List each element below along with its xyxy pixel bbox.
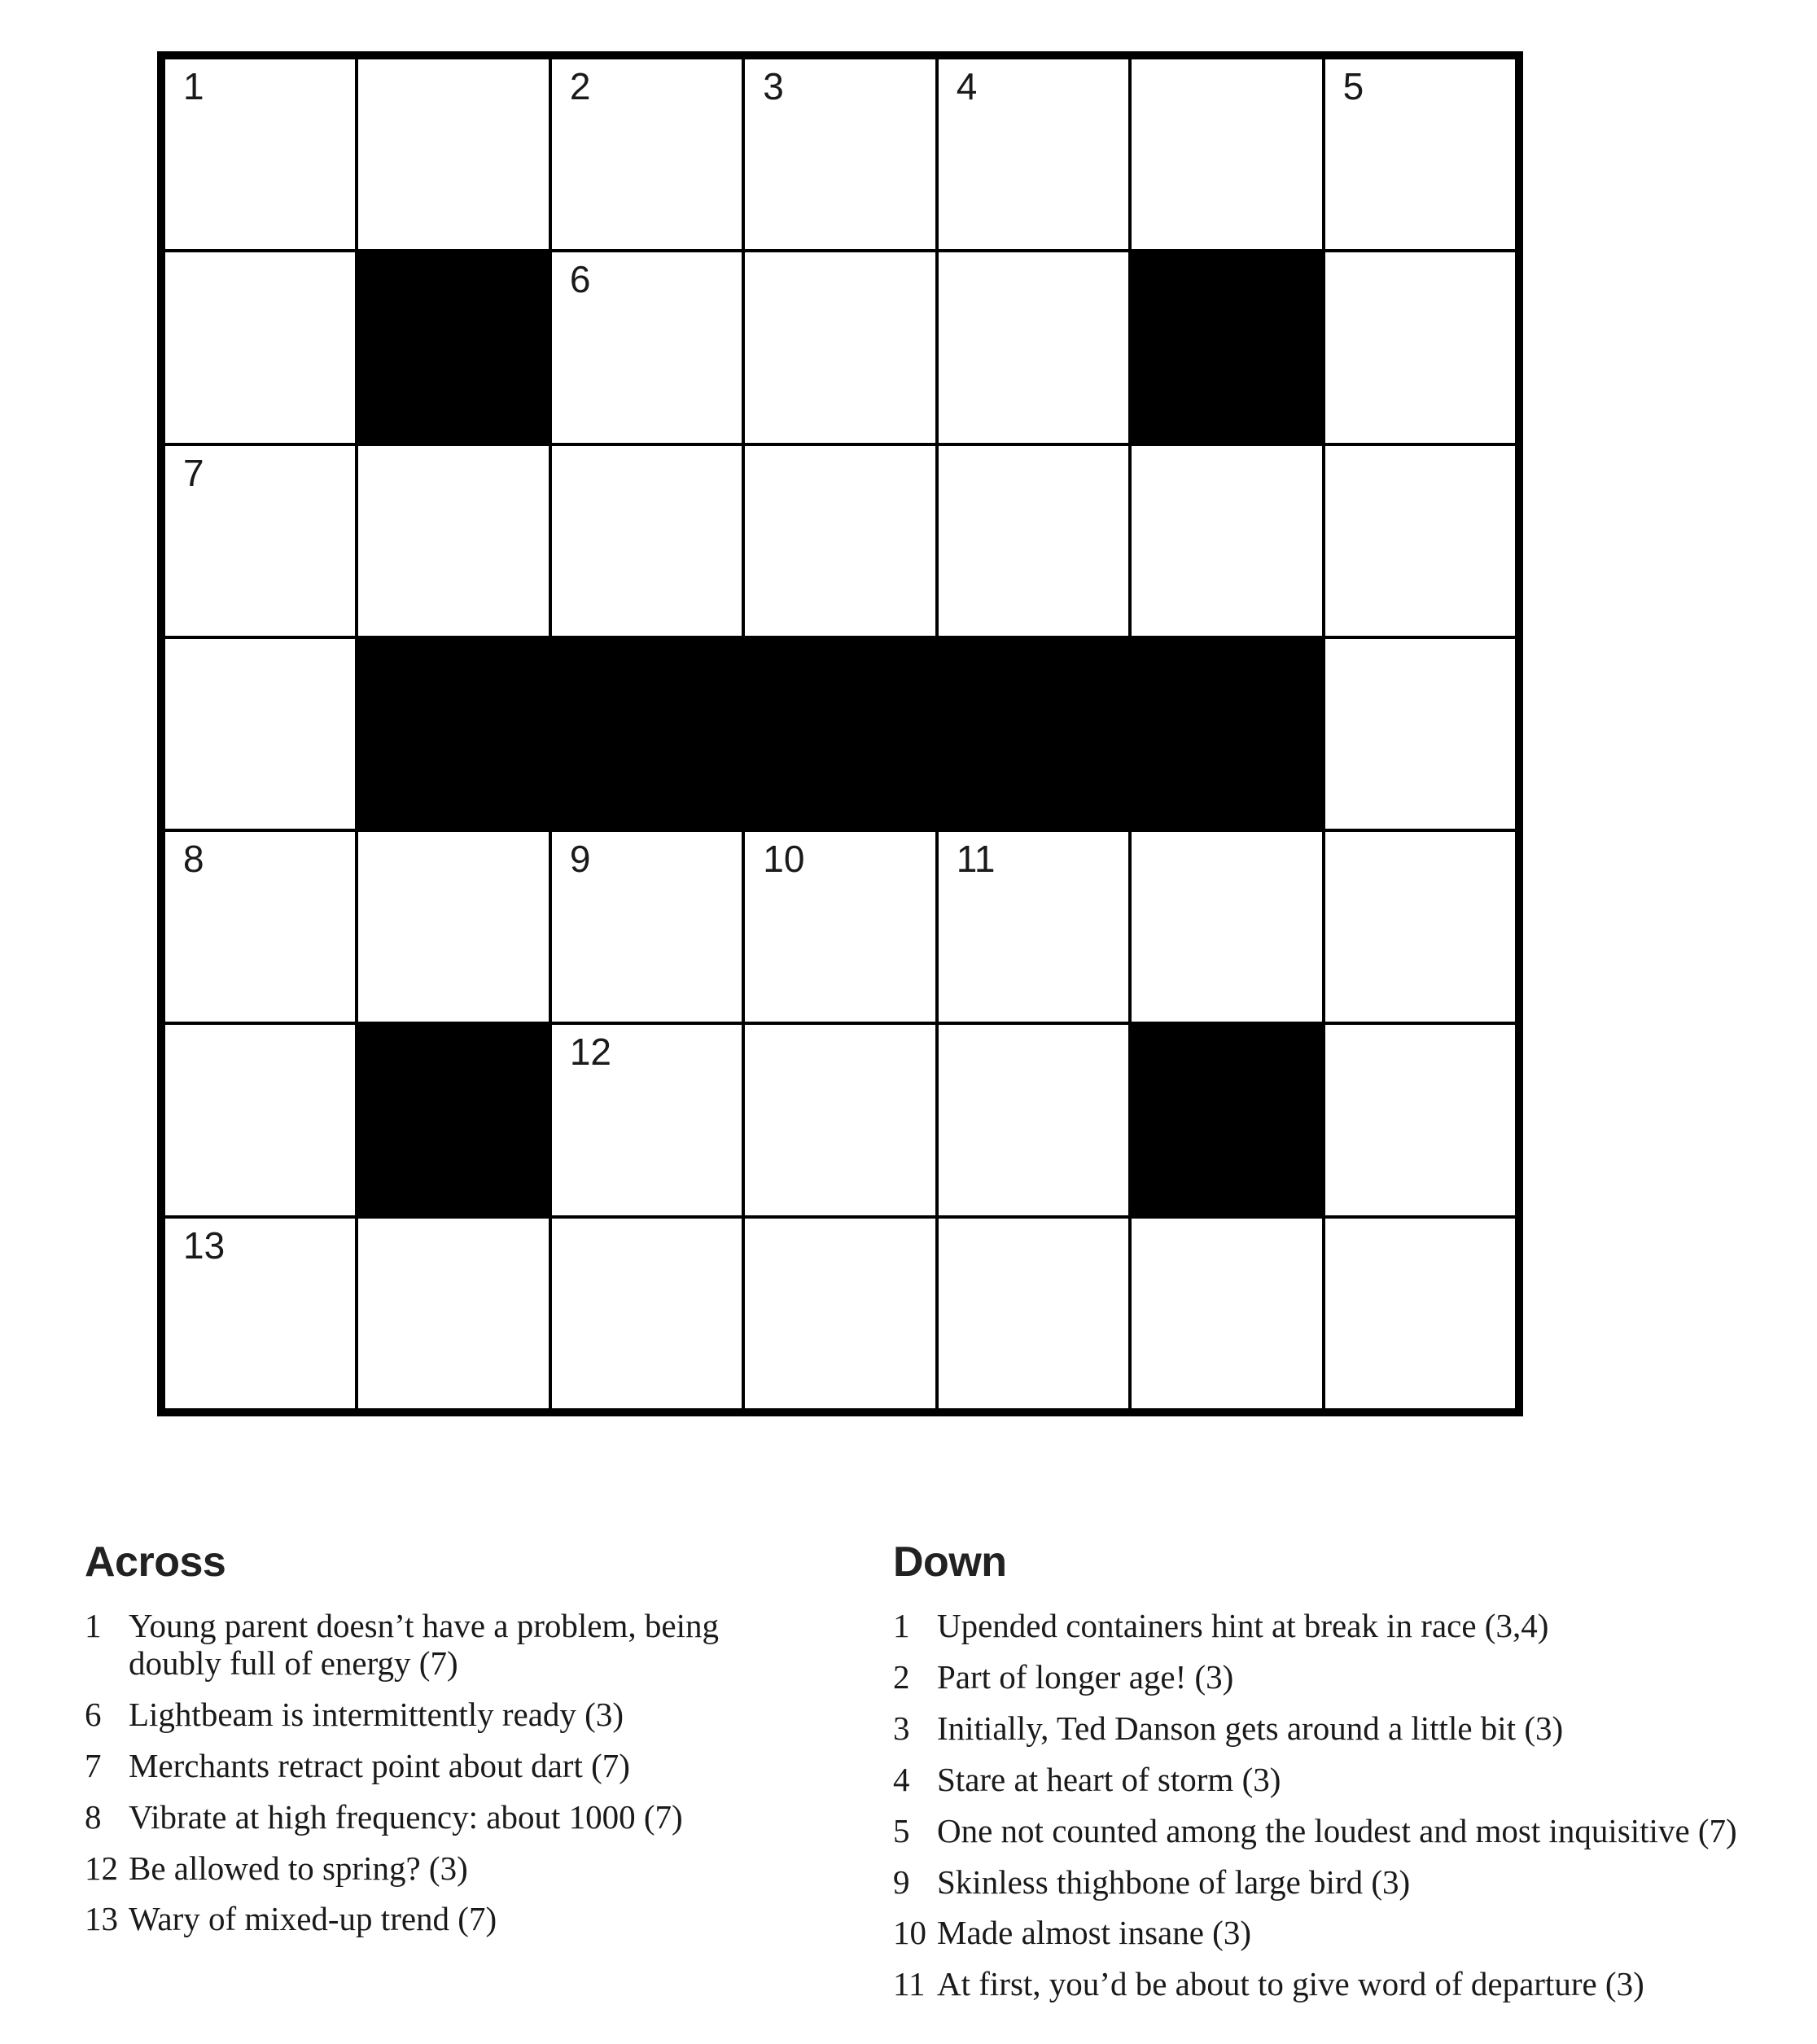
grid-cell[interactable]: [164, 251, 357, 444]
clue-number: 6: [85, 1695, 102, 1733]
clue-item: [85, 1850, 795, 1888]
clue-text: Upended containers hint at break in race (3,4): [937, 1607, 1549, 1644]
clue-item: [893, 1710, 1817, 1748]
clue-number: 2: [893, 1657, 910, 1696]
grid-cell[interactable]: [1324, 1023, 1517, 1216]
grid-cell[interactable]: [550, 830, 743, 1023]
grid-cell[interactable]: [550, 1023, 743, 1216]
clue-text: Made almost insane (3): [937, 1914, 1251, 1952]
clue-item: [85, 1799, 795, 1836]
down-heading: Down: [893, 1538, 1007, 1586]
grid-cell-black: [357, 637, 549, 830]
grid-cell[interactable]: [357, 830, 549, 1023]
grid-cell[interactable]: [357, 1217, 549, 1410]
grid-cell[interactable]: [937, 830, 1130, 1023]
clue-item: [85, 1608, 795, 1683]
grid-cell[interactable]: [550, 58, 743, 251]
clue-item: [85, 1901, 795, 1938]
cell-number: 2: [569, 65, 591, 107]
grid-cell[interactable]: [937, 251, 1130, 444]
cell-number: 10: [763, 838, 805, 881]
across-clue-list: [85, 1608, 795, 1938]
grid-cell[interactable]: [1324, 444, 1517, 637]
clue-number: 4: [893, 1760, 910, 1798]
grid-cell-black: [743, 637, 936, 830]
clue-text: One not counted among the loudest and most inquisitive (7): [937, 1811, 1737, 1849]
cell-number: 1: [183, 65, 204, 107]
clue-number: 5: [893, 1811, 910, 1849]
clue-text: Stare at heart of storm (3): [937, 1760, 1281, 1798]
clue-item: [893, 1659, 1817, 1696]
grid-cell[interactable]: [743, 251, 936, 444]
grid-cell[interactable]: [1324, 1217, 1517, 1410]
crossword-grid: [157, 51, 1523, 1416]
grid-cell[interactable]: [1130, 830, 1323, 1023]
clue-text: Wary of mixed-up trend (7): [129, 1900, 497, 1938]
grid-cell[interactable]: [1324, 637, 1517, 830]
clue-item: [893, 1966, 1817, 2003]
grid-cell[interactable]: [743, 830, 936, 1023]
clue-text: Lightbeam is intermittently ready (3): [129, 1695, 624, 1733]
clue-number: 11: [893, 1965, 926, 2003]
cell-number: 12: [569, 1031, 612, 1074]
grid-cell[interactable]: [164, 1023, 357, 1216]
grid-cell[interactable]: [357, 58, 549, 251]
grid-cell[interactable]: [550, 444, 743, 637]
clue-item: [893, 1813, 1817, 1850]
clue-item: [893, 1915, 1817, 1952]
clue-number: 1: [893, 1607, 910, 1644]
across-heading: Across: [85, 1538, 226, 1586]
grid-cell-black: [357, 251, 549, 444]
clue-item: [893, 1608, 1817, 1645]
clue-text: At first, you’d be about to give word of departure (3): [937, 1965, 1644, 2003]
clue-item: [893, 1762, 1817, 1799]
grid-cell-black: [1130, 251, 1323, 444]
clue-number: 3: [893, 1709, 910, 1747]
grid-cell-black: [550, 637, 743, 830]
grid-cell[interactable]: [1324, 830, 1517, 1023]
clue-number: 7: [85, 1746, 102, 1784]
grid-cell[interactable]: [164, 1217, 357, 1410]
clue-item: [85, 1748, 795, 1785]
cell-number: 13: [183, 1223, 225, 1267]
grid-cell[interactable]: [1130, 444, 1323, 637]
clue-item: [893, 1864, 1817, 1902]
cell-number: 8: [183, 838, 204, 881]
cell-number: 9: [569, 838, 591, 881]
clue-text: Skinless thighbone of large bird (3): [937, 1862, 1411, 1901]
grid-cell[interactable]: [550, 1217, 743, 1410]
grid-cell[interactable]: [164, 830, 357, 1023]
grid-cell[interactable]: [937, 1217, 1130, 1410]
clue-number: 8: [85, 1797, 102, 1836]
clue-number: 9: [893, 1862, 910, 1901]
grid-cell-black: [1130, 637, 1323, 830]
across-section: [85, 1538, 795, 1952]
clue-text: Vibrate at high frequency: about 1000 (7): [129, 1797, 683, 1836]
down-clue-list: [893, 1608, 1817, 2003]
grid-cell[interactable]: [937, 58, 1130, 251]
cell-number: 11: [956, 838, 996, 881]
clue-item: [85, 1696, 795, 1734]
clue-text: Part of longer age! (3): [937, 1657, 1234, 1696]
cell-number: 4: [956, 65, 978, 107]
cell-number: 5: [1342, 65, 1364, 107]
cell-number: 6: [569, 258, 591, 301]
grid-cell[interactable]: [937, 444, 1130, 637]
grid-cell[interactable]: [164, 58, 357, 251]
clue-number: 12: [85, 1849, 118, 1887]
grid-cell-black: [357, 1023, 549, 1216]
grid-cell[interactable]: [743, 444, 936, 637]
grid-cell-black: [1130, 1023, 1323, 1216]
grid-cell[interactable]: [743, 1023, 936, 1216]
grid-cell[interactable]: [1130, 58, 1323, 251]
grid-cell[interactable]: [937, 1023, 1130, 1216]
grid-cell-black: [937, 637, 1130, 830]
clue-text: Merchants retract point about dart (7): [129, 1746, 630, 1784]
clue-text: Initially, Ted Danson gets around a little bit (3): [937, 1709, 1564, 1747]
down-section: [893, 1538, 1817, 2017]
grid-cell[interactable]: [1324, 251, 1517, 444]
grid-cell[interactable]: [743, 1217, 936, 1410]
clue-text: Young parent doesn’t have a problem, being doubly full of energy (7): [129, 1607, 719, 1682]
cell-number: 7: [183, 451, 204, 494]
clue-number: 10: [893, 1914, 926, 1952]
clue-number: 1: [85, 1607, 102, 1644]
grid-cell[interactable]: [1130, 1217, 1323, 1410]
grid-cell[interactable]: [357, 444, 549, 637]
grid-cell[interactable]: [164, 444, 357, 637]
grid-cell[interactable]: [550, 251, 743, 444]
grid-cell[interactable]: [1324, 58, 1517, 251]
clue-text: Be allowed to spring? (3): [129, 1849, 468, 1887]
clue-number: 13: [85, 1900, 118, 1938]
grid-cell[interactable]: [164, 637, 357, 830]
cell-number: 3: [763, 65, 784, 107]
grid-cell[interactable]: [743, 58, 936, 251]
